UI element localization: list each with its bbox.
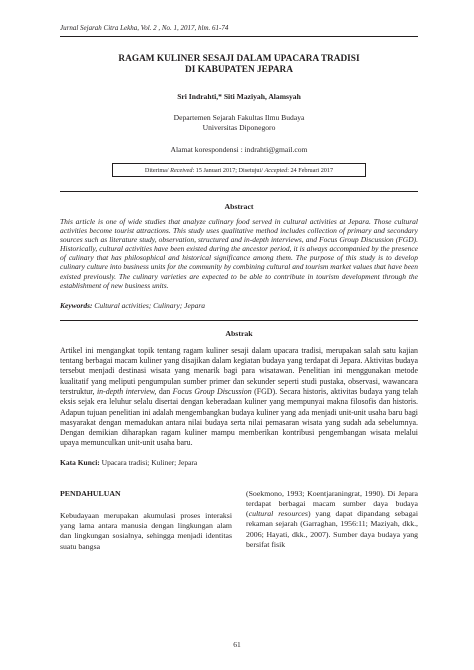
accepted-label: Accepted [264, 167, 288, 174]
right-column [246, 489, 418, 552]
right-text-1: (Soekmono, 1993; Koentjaraningrat, 1990). Di Jepara terdapat berbagai macam sumber daya budaya ( [246, 488, 418, 519]
kata-kunci [60, 458, 418, 467]
right-paragraph [246, 489, 418, 550]
keywords [60, 301, 418, 310]
kata-kunci-value: Upacara tradisi; Kuliner; Jepara [99, 457, 198, 467]
abstrak-heading: Abstrak [225, 328, 253, 338]
section-heading: PENDAHULUAN [60, 488, 121, 498]
abstract-text: This article is one of wide studies that analyze culinary food served in cultural activities at Jepara. Those cultural activities become tourist attractions. This study uses qualitative method includes collection of primary and secondary sources such as literature study, observation, structured and in-depth interviews, and Focus Group Discussion (FGD). Historically, cultural activities have been existed during the ancestor period, it is always accompanied by the presence of culinary that has philosophical and historical significance among them. The purpose of this study is to develop culinary culture into business units for the community by combining cultural and tourism market values that have been existed previously. The culinary varieties are expected to be able to contribute in tourism development through the establishment of new business units. [60, 217, 418, 290]
author-list: Sri Indrahti,* Siti Maziyah, Alamsyah [177, 92, 301, 101]
kata-kunci-label: Kata Kunci: [60, 457, 100, 467]
page-number: 61 [233, 640, 241, 649]
affiliation [60, 113, 418, 133]
abstrak-part-3: dan [156, 386, 173, 396]
article-title [60, 54, 418, 76]
submission-dates-box [112, 163, 366, 177]
abstrak-part-1: Artikel ini mengangkat topik tentang ragam kuliner sesaji dalam upacara tradisi, merupakan salah satu kajian tentang berbagai macam kuliner yang disajikan dalam kegiatan budaya yang terdapat di Jepara. Aktivitas budaya tersebut menjadi destinasi wisata yang menarik bagi para wisatawan. Penelitian ini menggunakan metode kualitatif yang meliputi pengumpulan sumber primer dan sekunder seperti studi pustaka, observasi, wawancara terstruktur, [60, 345, 418, 396]
running-head: Jurnal Sejarah Citra Lekha, Vol. 2 , No. 1, 2017, hlm. 61-74 [60, 24, 229, 32]
abstract-top-rule [60, 191, 418, 192]
right-text-2: ) yang dapat dipandang sebagai rekaman sejarah (Garraghan, 1956:11; Maziyah, dkk., 2006; Hayati, dkk., 2007). Sumber daya budaya yang bersifat fisik [246, 509, 419, 549]
title-line-2: DI KABUPATEN JEPARA [185, 65, 293, 75]
accepted-value: : 24 Februari 2017 [287, 167, 334, 174]
title-line-1: RAGAM KULINER SESAJI DALAM UPACARA TRADISI [118, 54, 360, 64]
right-text-italic: cultural resources [248, 509, 308, 519]
abstract-heading: Abstract [224, 202, 254, 211]
abstrak-part-5: (FGD). Secara historis, aktivitas budaya yang telah eksis sejak era leluhur selalu disertai dengan keberadaan kuliner yang mempunyai makna filosofis dan historis. Adapun tujuan penelitian ini adalah mengembangkan budaya kuliner yang ada menjadi unit-unit usaha baru bagi masyarakat dengan memadukan antara nilai budaya serta nilai pemasaran wisata yang sudah ada sebelumnya. Dengan demikian diharapkan ragam kuliner mampu memberikan kontribusi pengembangan wisata melalui upaya memunculkan unit-unit usaha baru. [60, 386, 418, 448]
abstrak-top-rule [60, 320, 418, 321]
received-prefix: Diterima/ [144, 167, 171, 174]
received-value: : 15 Januari 2017; Disetujui/ [192, 167, 265, 174]
body-columns [60, 489, 418, 552]
affiliation-line-1: Departemen Sejarah Fakultas Ilmu Budaya [173, 113, 305, 122]
correspondence-email: Alamat korespondensi : indrahti@gmail.com [170, 145, 308, 154]
left-column [60, 489, 232, 552]
keywords-value: Cultural activities; Culinary; Jepara [94, 300, 205, 310]
keywords-label: Keywords: [60, 300, 93, 310]
received-label: Received [170, 167, 193, 174]
abstrak-part-4: Focus Group Discussion [172, 386, 252, 396]
intro-paragraph: Kebudayaan merupakan akumulasi proses interaksi yang lama antara manusia dengan lingkungan alam dan lingkungan sosialnya, sehingga menjadi identitas suatu bangsa [60, 510, 232, 551]
abstrak-text [60, 346, 418, 449]
abstrak-part-2: in-depth interview, [96, 386, 157, 396]
affiliation-line-2: Universitas Diponegoro [202, 123, 276, 132]
header-rule [60, 36, 418, 37]
